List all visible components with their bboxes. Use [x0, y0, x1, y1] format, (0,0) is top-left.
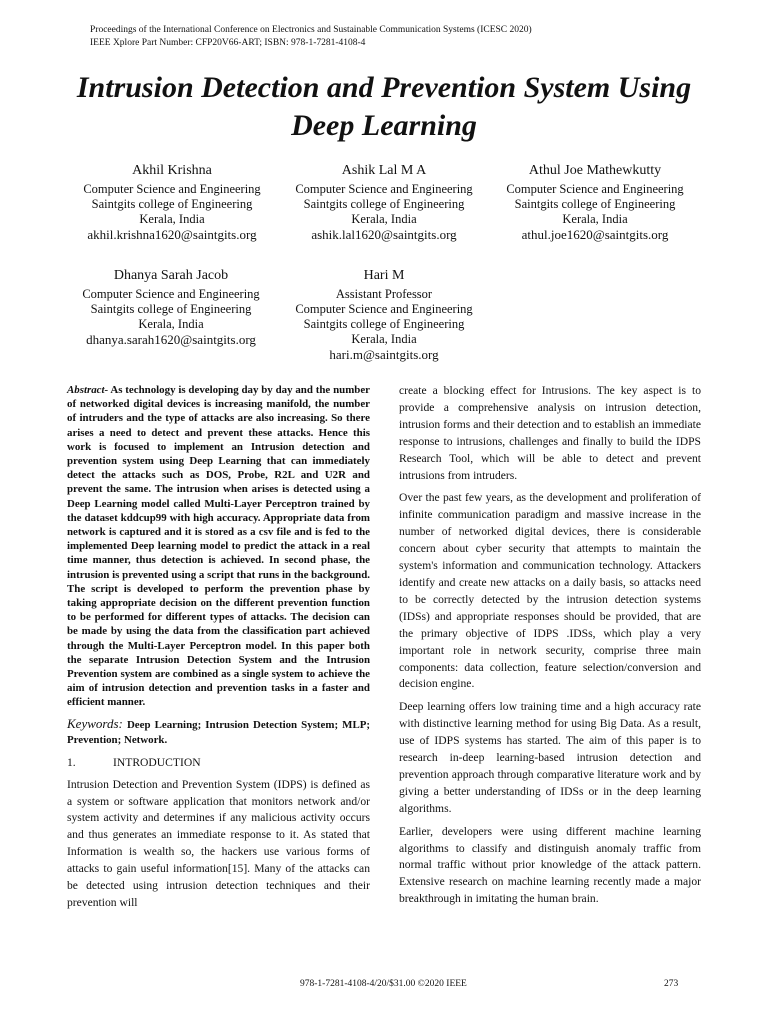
author-location: Kerala, India [138, 317, 204, 331]
section-heading-introduction [67, 754, 370, 771]
abstract-lead: Abstract- [67, 384, 109, 396]
right-column [399, 383, 701, 914]
right-paragraph-4: Earlier, developers were using different machine learning algorithms to classify and distinguish anomaly traffic from normal traffic without prior knowledge of the attack pattern. Extensive research on machine learning recently made a major breakthrough in imitating the human brain. [399, 824, 701, 906]
author-name: Hari M [363, 268, 405, 283]
author-email: dhanya.sarah1620@saintgits.org [86, 332, 256, 347]
footer-copyright: 978-1-7281-4108-4/20/$31.00 ©2020 IEEE [300, 979, 467, 989]
author-location: Kerala, India [562, 212, 628, 226]
right-paragraph-2: Over the past few years, as the development and proliferation of infinite communication paradigm and massive increase in the number of networked digital devices, there is considerable concern about cyber security that attempts to maintain the system's information and communication technology. Attackers identify and create new attacks on a daily basis, so attacks need to be correctly detected by the intrusion detection systems (IDSs) and appropriate responses should be provided, that are the primary objective of IDPS .IDSs, which play a very important role in network security, comprise three main components: data collection, feature selection/conversion and decision engine. [399, 491, 701, 691]
author-location: Kerala, India [351, 212, 417, 226]
page-number: 273 [664, 979, 679, 989]
paper-title-line1: Intrusion Detection and Prevention System Using [76, 71, 692, 104]
author-dept: Computer Science and Engineering [295, 302, 473, 316]
author-dept: Computer Science and Engineering [82, 287, 260, 301]
left-column [67, 383, 370, 918]
author-dept: Computer Science and Engineering [506, 182, 684, 196]
right-paragraph-1: create a blocking effect for Intrusions. The key aspect is to provide a comprehensive analysis on intrusion detection, intrusion forms and their detection and to establish an immediate response to intrusions, challenges and finally to build the IDPS Research Tool, which will be able to detect and prevent intrusions from intruders. [399, 384, 701, 482]
author-email: ashik.lal1620@saintgits.org [311, 227, 457, 242]
author-name: Athul Joe Mathewkutty [528, 163, 662, 178]
author-4 [56, 266, 286, 347]
author-2 [274, 161, 494, 242]
right-paragraph-3: Deep learning offers low training time and a high accuracy rate with distinctive learning method for using Big Data. As a result, use of IDPS systems has started. The aim of this paper is to research in-deep learning-based intrusion detection and prevention approach through comparative literature work and by giving a better understanding of IDSs or in the deep learning algorithms. [399, 700, 701, 815]
author-name: Akhil Krishna [132, 163, 212, 178]
author-1 [62, 161, 282, 242]
abstract-body: As technology is developing day by day and the number of networked digital devices is increasing manifold, the number of intruders and the type of attacks are also increasing. So there arises a need to detect and prevent these attacks. Hence this work is focused to implement an Intrusion detection and prevention system using Deep Learning that can immediately detect the attacks such as DOS, Probe, R2L and U2R and prevent the same. The intrusion when arises is detected using a Deep Learning model called Multi-Layer Perceptron trained by the dataset kddcup99 with high accuracy. Appropriate data from network is captured and it is stored as a csv file and is fed to the implemented Deep learning model to predict the attack in a real time manner, thus detection is achieved. In second phase, the intrusion is prevented using a script that runs in the background. The script is developed to perform the prevention phase by taking appropriate decision on the different prevention function to be performed for different types of attacks. The decision can be made by using the data from the classification part achieved through the Multi-Layer Perceptron model. In this paper both the separate Intrusion Detection System and the Intrusion Prevention system are combined as a single system to achieve the aim of intrusion detection and prevention tasks in a faster and efficient manner. [67, 384, 370, 709]
author-name: Dhanya Sarah Jacob [113, 268, 229, 283]
author-college: Saintgits college of Engineering [91, 197, 253, 211]
author-5 [274, 266, 494, 362]
author-college: Saintgits college of Engineering [303, 197, 465, 211]
author-college: Saintgits college of Engineering [90, 302, 252, 316]
section-number: 1. [67, 755, 76, 769]
keywords-lead: Keywords: [67, 715, 123, 731]
author-email: akhil.krishna1620@saintgits.org [87, 227, 257, 242]
isbn-header: IEEE Xplore Part Number: CFP20V66-ART; ISBN: 978-1-7281-4108-4 [90, 38, 366, 48]
proceedings-header: Proceedings of the International Conference on Electronics and Sustainable Communication Systems (ICESC 2020) [90, 25, 532, 35]
author-email: hari.m@saintgits.org [329, 347, 439, 362]
author-college: Saintgits college of Engineering [514, 197, 676, 211]
author-location: Kerala, India [139, 212, 205, 226]
author-email: athul.joe1620@saintgits.org [521, 227, 669, 242]
author-3 [485, 161, 705, 242]
author-location: Kerala, India [351, 332, 417, 346]
author-college: Saintgits college of Engineering [303, 317, 465, 331]
keywords-body: Deep Learning; Intrusion Detection System; MLP; Prevention; Network. [67, 718, 370, 746]
section-title: INTRODUCTION [113, 755, 201, 769]
author-name: Ashik Lal M A [341, 163, 427, 178]
author-dept: Computer Science and Engineering [295, 182, 473, 196]
author-dept: Computer Science and Engineering [83, 182, 261, 196]
author-position: Assistant Professor [335, 287, 433, 301]
paper-title-line2: Deep Learning [291, 109, 477, 142]
abstract [67, 383, 370, 710]
keywords [67, 716, 370, 748]
intro-paragraph-1: Intrusion Detection and Prevention System (IDPS) is defined as a system or software application that monitors network and/or system activity and determines if any malicious activity occurs and thus generates an immediate response to it. As stated that Information is wealth so, the hackers use various forms of attacks to gain useful information[15]. Many of the attacks can be detected using intrusion detection techniques and their prevention will [67, 777, 370, 910]
